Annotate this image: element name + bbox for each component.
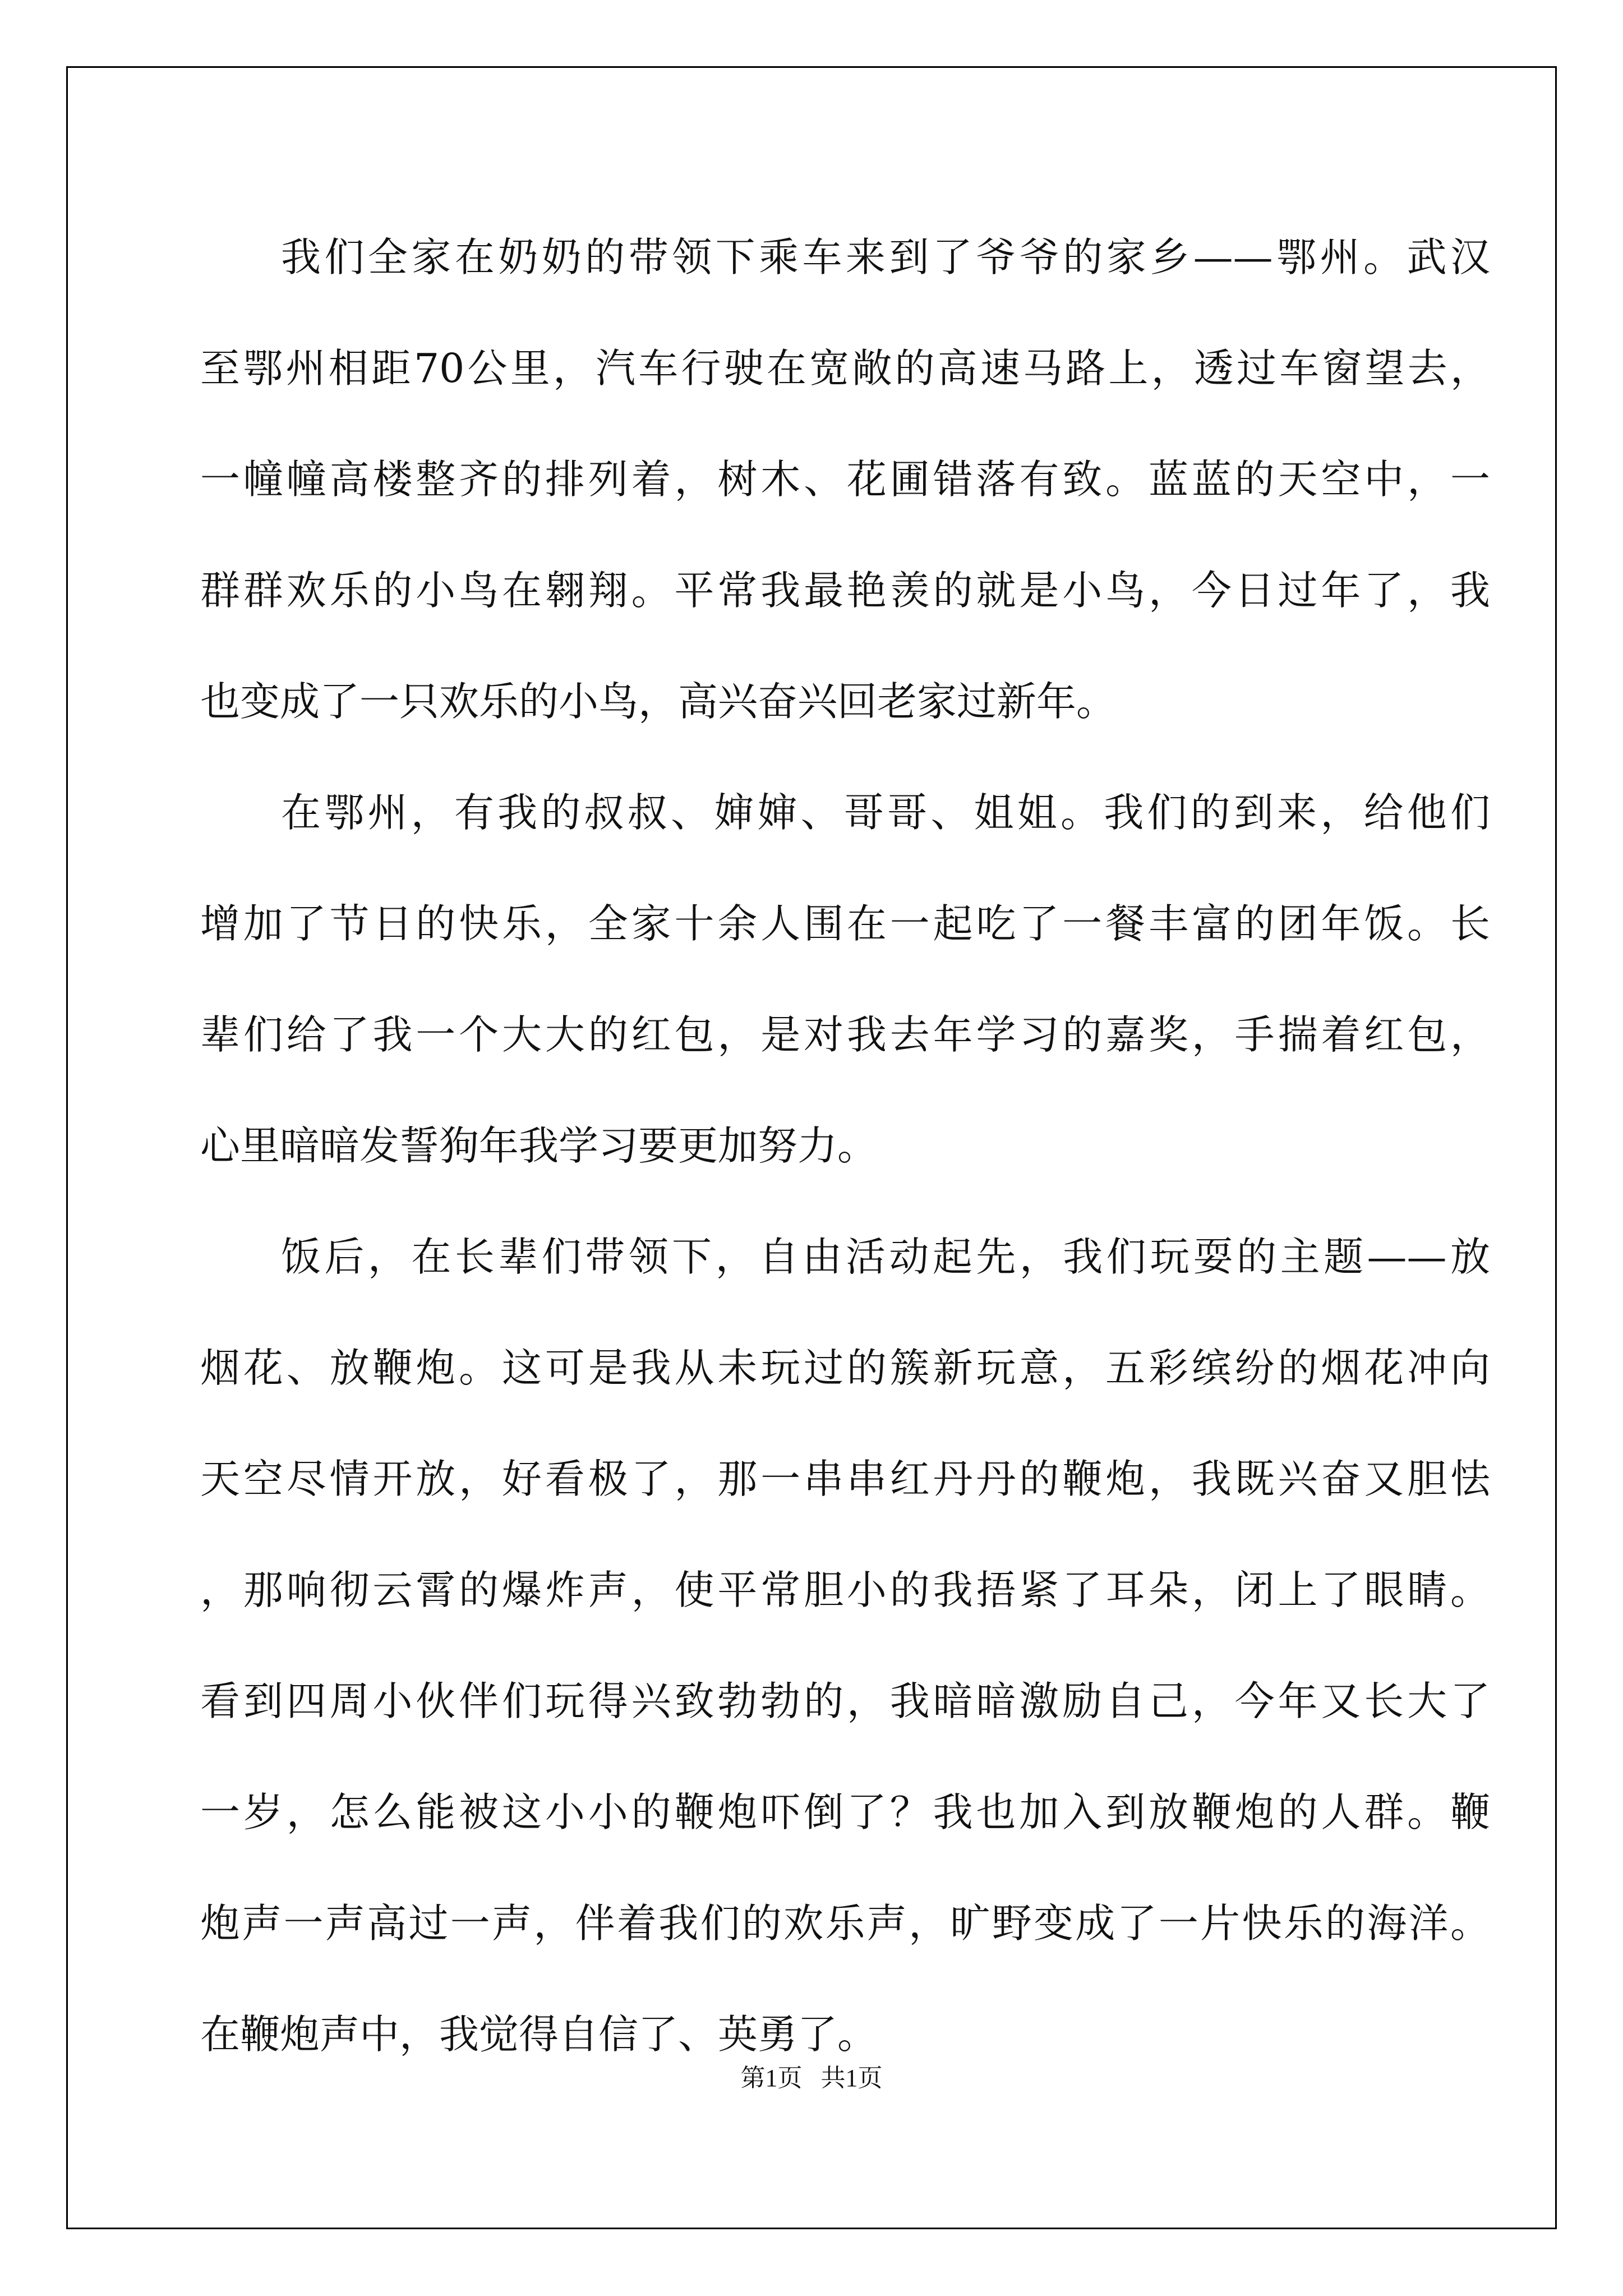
text-line: 看到四周小伙伴们玩得兴致勃勃的，我暗暗激励自己，今年又长大了	[200, 1678, 1490, 1724]
text-line: 一幢幢高楼整齐的排列着，树木、花圃错落有致。蓝蓝的天空中，一	[200, 456, 1490, 503]
page-footer	[0, 2058, 1623, 2093]
document-body	[200, 202, 1490, 2090]
text-line: 心里暗暗发誓狗年我学习要更加努力。	[200, 1122, 878, 1169]
text-line: 我们全家在奶奶的带领下乘车来到了爷爷的家乡——鄂州。武汉	[281, 234, 1490, 280]
text-line: 在鞭炮声中，我觉得自信了、英勇了。	[200, 2011, 878, 2058]
text-line: 辈们给了我一个大大的红包，是对我去年学习的嘉奖，手揣着红包，	[200, 1011, 1490, 1058]
page-total: 共1页	[820, 2064, 883, 2092]
text-line: 一岁，怎么能被这小小的鞭炮吓倒了？我也加入到放鞭炮的人群。鞭	[200, 1789, 1490, 1835]
text-line: 烟花、放鞭炮。这可是我从未玩过的簇新玩意，五彩缤纷的烟花冲向	[200, 1345, 1490, 1391]
text-line: 天空尽情开放，好看极了，那一串串红丹丹的鞭炮，我既兴奋又胆怯	[200, 1456, 1490, 1502]
text-line: 至鄂州相距70公里，汽车行驶在宽敞的高速马路上，透过车窗望去，	[200, 345, 1490, 392]
paragraph-3	[200, 1202, 1490, 2090]
text-line: 炮声一声高过一声，伴着我们的欢乐声，旷野变成了一片快乐的海洋。	[200, 1900, 1490, 1947]
text-line: 饭后，在长辈们带领下，自由活动起先，我们玩耍的主题——放	[281, 1234, 1490, 1280]
footer-gap	[803, 2064, 821, 2092]
text-line: ，那响彻云霄的爆炸声，使平常胆小的我捂紧了耳朵，闭上了眼睛。	[200, 1567, 1490, 1613]
text-line: 在鄂州，有我的叔叔、婶婶、哥哥、姐姐。我们的到来，给他们	[281, 789, 1490, 836]
text-line: 也变成了一只欢乐的小鸟，高兴奋兴回老家过新年。	[200, 678, 1117, 725]
page-number: 第1页	[740, 2064, 803, 2092]
text-line: 增加了节日的快乐，全家十余人围在一起吃了一餐丰富的团年饭。长	[200, 900, 1490, 947]
paragraph-2	[200, 757, 1490, 1202]
text-line: 群群欢乐的小鸟在翱翔。平常我最艳羡的就是小鸟，今日过年了，我	[200, 567, 1490, 614]
paragraph-1	[200, 202, 1490, 757]
